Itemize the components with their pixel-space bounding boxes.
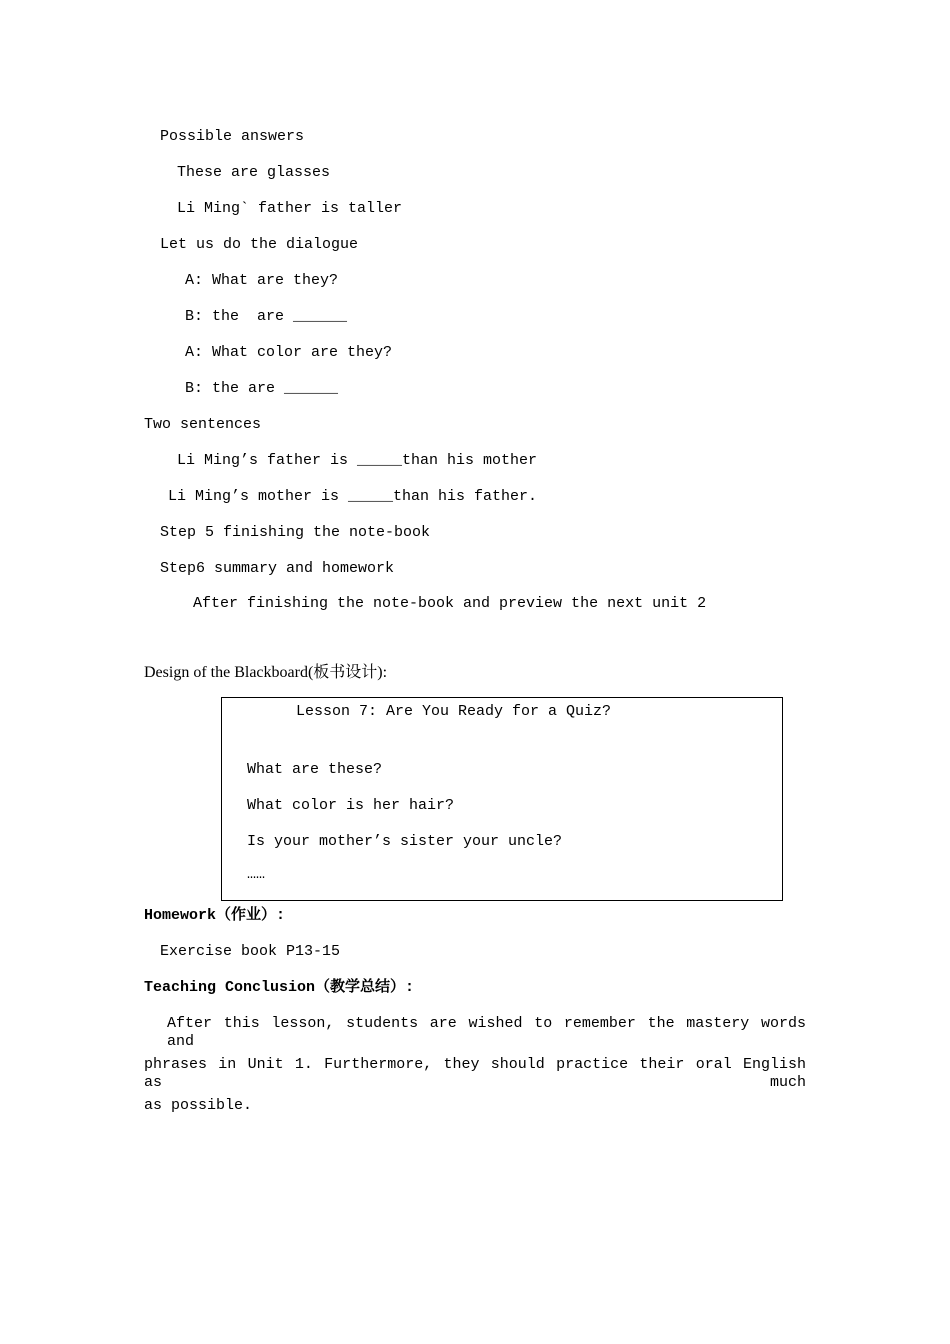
step-line: Step 5 finishing the note-book xyxy=(160,524,431,541)
conclusion-heading: Teaching Conclusion（教学总结）: xyxy=(144,979,415,996)
answer-line: Li Ming` father is taller xyxy=(177,200,403,217)
possible-answers-label: Possible answers xyxy=(160,128,305,145)
sentence-line: Li Ming’s father is _____than his mother xyxy=(177,452,538,469)
conclusion-line: After this lesson, students are wished to remember the mastery words and xyxy=(167,1015,806,1050)
dialogue-line: B: the are ______ xyxy=(185,380,339,397)
homework-heading: Homework（作业）: xyxy=(144,907,286,924)
step-line: Step6 summary and homework xyxy=(160,560,395,577)
dialogue-line: B: the are ______ xyxy=(185,308,348,325)
answer-line: These are glasses xyxy=(177,164,331,181)
blackboard-item: …… xyxy=(247,866,266,883)
two-sentences-label: Two sentences xyxy=(144,416,262,433)
dialogue-line: A: What are they? xyxy=(185,272,339,289)
blackboard-title: Lesson 7: Are You Ready for a Quiz? xyxy=(296,703,612,720)
blackboard-item: Is your mother’s sister your uncle? xyxy=(247,833,563,850)
blackboard-item: What color is her hair? xyxy=(247,797,455,814)
homework-content: Exercise book P13-15 xyxy=(160,943,341,960)
dialogue-line: A: What color are they? xyxy=(185,344,393,361)
blackboard-heading: Design of the Blackboard(板书设计): xyxy=(144,664,388,681)
dialogue-instruction: Let us do the dialogue xyxy=(160,236,359,253)
conclusion-line: phrases in Unit 1. Furthermore, they should practice their oral English as much xyxy=(144,1056,806,1091)
conclusion-line: as possible. xyxy=(144,1097,253,1114)
sentence-line: Li Ming’s mother is _____than his father. xyxy=(168,488,538,505)
homework-preview-line: After finishing the note-book and preview the next unit 2 xyxy=(193,595,707,612)
blackboard-item: What are these? xyxy=(247,761,383,778)
